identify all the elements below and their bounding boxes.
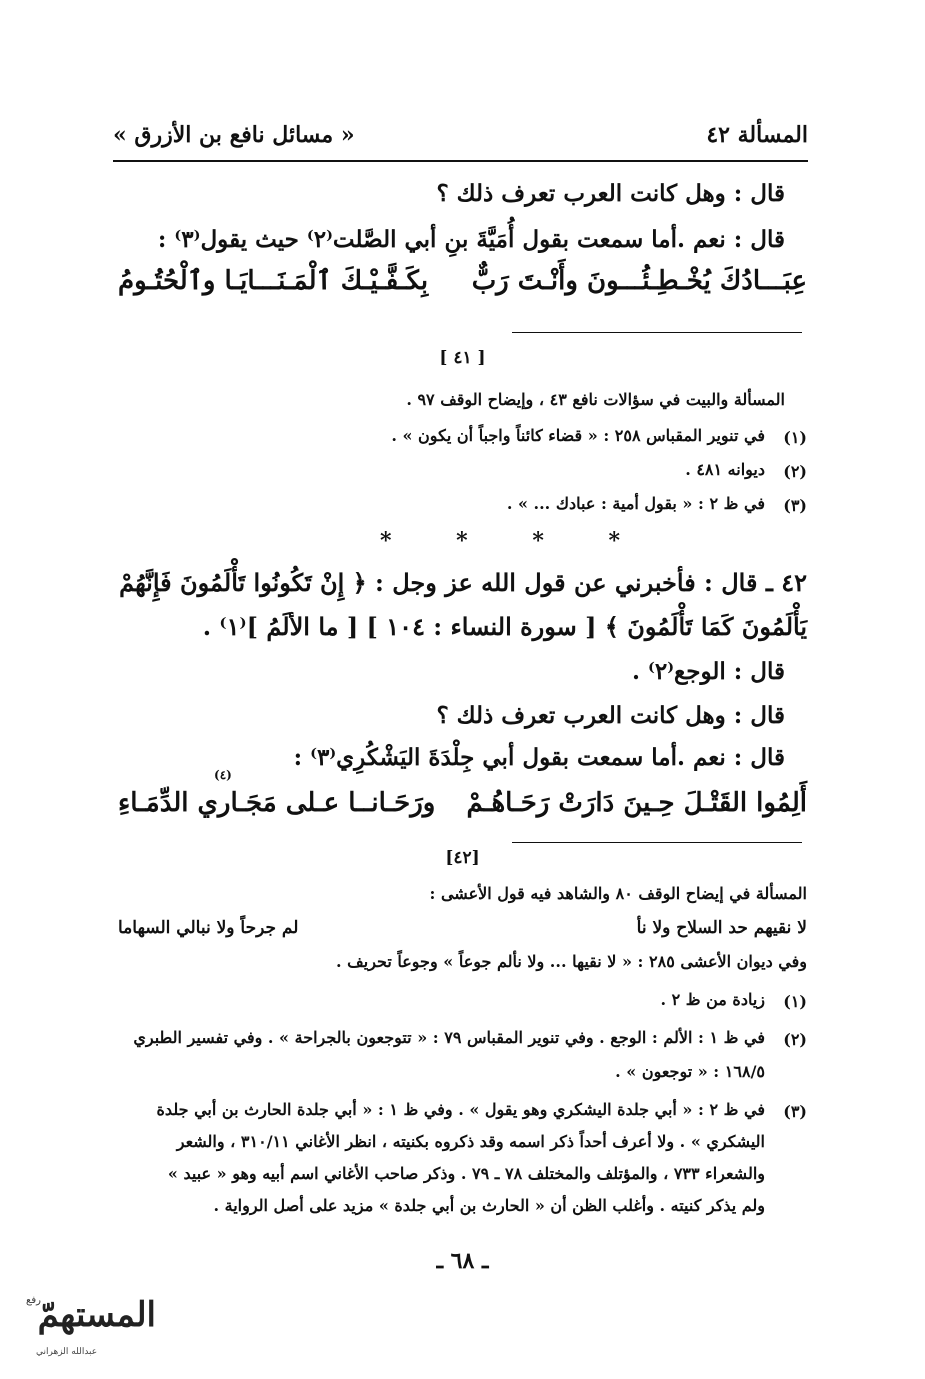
footnote-text: اليشكري » . ولا أعرف أحداً ذكر اسمه وقد ذكروه بكنيته ، انظر الأغاني ٣١٠/١١ ، والشعر xyxy=(176,1132,765,1151)
separator-star: * xyxy=(532,528,544,554)
footnote-ref: [ ٤١ ] xyxy=(439,348,486,368)
footnote-text: في ظ ٢ : « بقول أمية : عبادك ... » . xyxy=(506,494,765,513)
footnote-number: (٣) xyxy=(783,1102,807,1121)
stamp-main-text: المستهمّ xyxy=(37,1295,156,1335)
footnote-intro: المسألة في إيضاح الوقف ٨٠ والشاهد فيه قول الأعشى : xyxy=(429,884,807,903)
footnote-text: وفي ديوان الأعشى ٢٨٥ : « لا نقيها ... ولا نألم جوعاً » وجوعاً تحريف . xyxy=(336,952,807,971)
footnote-number: (١) xyxy=(783,428,807,447)
stamp-corner-text: رفع xyxy=(26,1295,41,1306)
footnote-number: (٢) xyxy=(783,462,807,481)
footnote-text: في ظ ١ : الألم : الوجع . وفي تنوير المقباس ٧٩ : « تتوجعون بالجراحة » . وفي تفسير الطبري xyxy=(133,1028,765,1047)
text-line: قال : الوجع⁽٢⁾ . xyxy=(631,658,785,685)
text-line: قال : نعم .أما سمعت بقول أُمَيَّةَ بنِ أبي الصَّلت⁽٢⁾ حيث يقول⁽٣⁾ : xyxy=(157,226,785,253)
footnote-text: والشعراء ٧٣٣ ، والمؤتلف والمختلف ٧٨ ـ ٧٩ . وذكر صاحب الأغاني اسم أبيه وهو « عبيد » xyxy=(167,1164,765,1183)
footnote-ref: [٤٢] xyxy=(445,848,480,868)
library-stamp-logo xyxy=(16,1295,156,1357)
footnote-number: (٢) xyxy=(783,1030,807,1049)
section-separator xyxy=(380,528,620,554)
separator-star: * xyxy=(380,528,392,554)
book-title: « مسائل نافع بن الأزرق » xyxy=(113,122,355,148)
footnote-marker: (٤) xyxy=(214,768,232,782)
poem-second-hemistich: لم جرحاً ولا نبالي السهاما xyxy=(118,918,299,938)
footnote-number: (١) xyxy=(783,992,807,1011)
separator-star: * xyxy=(608,528,620,554)
footnote-text: ١٦٨/٥ : « توجعون » . xyxy=(615,1062,765,1081)
separator-star: * xyxy=(456,528,468,554)
footnote-rule xyxy=(512,332,802,333)
verse-first-hemistich: عِبَـــادُكَ يُخْـطِـئُـــونَ وأَنْـتَ رَبٌّ xyxy=(471,266,807,296)
footnote-number: (٣) xyxy=(783,496,807,515)
header-rule xyxy=(113,160,808,162)
page-number: ـ ٦٨ ـ xyxy=(436,1248,489,1274)
poem-first-hemistich: لا نقيهم حد السلاح ولا نأ xyxy=(636,918,807,938)
text-line: يَأْلَمُونَ كَمَا تَأْلَمُونَ ﴾ [ سورة النساء : ١٠٤ ] [ ما الألَمُ ]⁽١⁾ . xyxy=(202,612,807,641)
verse-first-hemistich: أَلِمُوا القَتْـلَ حِـينَ دَارَتْ رَحَـاهُـمْ xyxy=(466,788,807,818)
section-heading: المسألة ٤٢ xyxy=(706,122,808,148)
footnote-text: في ظ ٢ : « أبي جلدة اليشكري وهو يقول » . وفي ظ ١ : « أبي جلدة الحارث بن أبي جلدة xyxy=(156,1100,765,1119)
footnote-text: ديوانه ٤٨١ . xyxy=(685,460,765,479)
footnote-rule xyxy=(512,842,802,843)
footnote-text: في تنوير المقباس ٢٥٨ : « قضاء كائناً واجباً أن يكون » . xyxy=(391,426,765,445)
footnote-text: ولم يذكر كنيته . وأغلب الظن أن « الحارث بن أبي جلدة » مزيد على أصل الرواية . xyxy=(213,1196,765,1215)
footnote-text: زيادة من ظ ٢ . xyxy=(660,990,765,1009)
verse-second-hemistich: ورَحَـانــا عـلى مَجَـاري الدِّمَـاءِ xyxy=(118,788,436,818)
footnote-intro: المسألة والبيت في سؤالات نافع ٤٣ ، وإيضاح الوقف ٩٧ . xyxy=(406,390,785,409)
text-line: ٤٢ ـ قال : فأخبرني عن قول الله عز وجل : ﴿ إِنْ تَكُونُوا تَأْلَمُونَ فَإِنَّهُمْ xyxy=(119,568,807,597)
text-line: قال : وهل كانت العرب تعرف ذلك ؟ xyxy=(436,180,785,207)
verse-second-hemistich: بِكَـفَّـيْـكَ ٱلْمَـنَـــايَـا وٱلْحُتُـومُ xyxy=(118,266,429,296)
text-line: قال : نعم .أما سمعت بقول أبي جِلْدَةَ اليَشْكُرِي⁽٣⁾ : xyxy=(293,744,785,771)
text-line: قال : وهل كانت العرب تعرف ذلك ؟ xyxy=(436,702,785,729)
stamp-sub-text: عبدالله الزهراني xyxy=(36,1347,98,1357)
